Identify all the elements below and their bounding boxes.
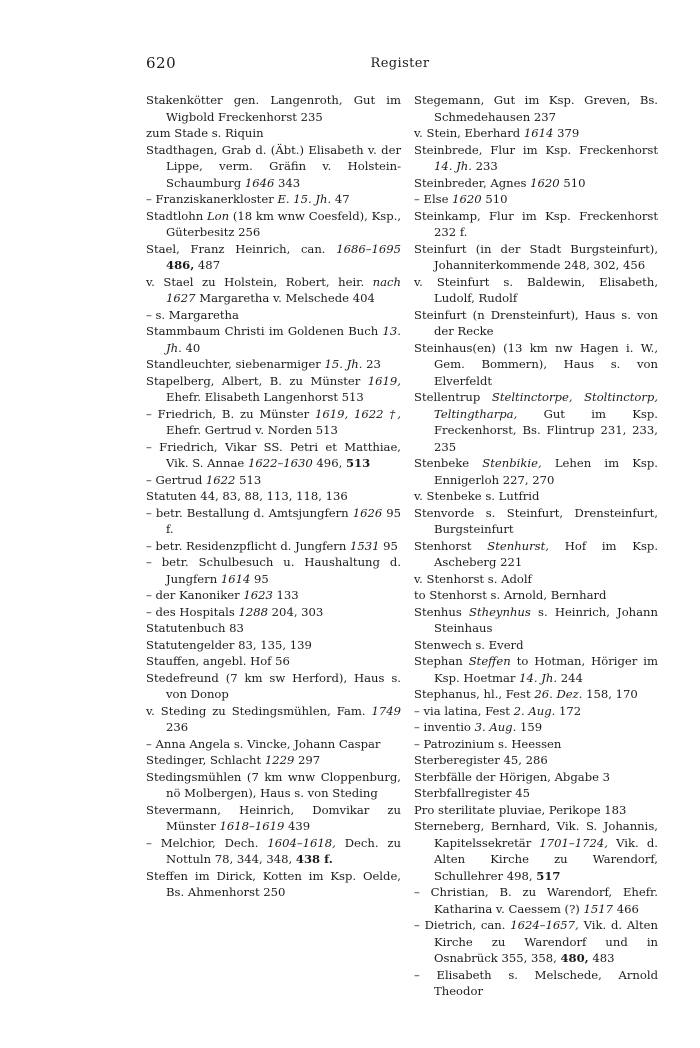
index-entry bbox=[146, 769, 401, 802]
index-entry-text: Stapelberg, Albert, B. zu Münster bbox=[146, 373, 368, 388]
index-column-right bbox=[414, 92, 658, 1000]
index-entry-text: Statutengelder 83, 135, 139 bbox=[146, 637, 312, 652]
index-entry-text: v. Steding zu Stedingsmühlen, Fam. bbox=[146, 703, 372, 718]
index-entry-text: Stenhorst bbox=[414, 538, 488, 553]
index-entry-text: Stadthagen, Grab d. (Äbt.) Elisabeth v. der Lippe, verm. Gräfin v. Holstein-Schaumburg bbox=[146, 142, 401, 190]
index-entry bbox=[414, 736, 658, 753]
index-entry-text: – des Hospitals bbox=[146, 604, 239, 619]
running-title: Register bbox=[370, 56, 430, 71]
index-entry-text: 343 bbox=[274, 175, 301, 190]
index-entry bbox=[146, 356, 401, 373]
index-entry-text: 40 bbox=[181, 340, 201, 355]
index-entry-text: Stedinger, Schlacht bbox=[146, 753, 265, 767]
index-entry-text: Steffen bbox=[468, 654, 511, 668]
index-entry-text: 1620 bbox=[530, 175, 560, 190]
index-entry-text: v. Stael zu Holstein, Robert, heir. bbox=[146, 274, 373, 289]
index-entry bbox=[414, 686, 658, 703]
index-entry-text: 1618–1619 bbox=[219, 819, 285, 833]
index-entry-text: Steinbreder, Agnes bbox=[414, 175, 531, 190]
index-entry bbox=[414, 604, 658, 637]
index-entry-text: 1622 bbox=[205, 472, 236, 487]
index-entry-text: 1623 bbox=[243, 588, 273, 602]
index-entry-text: Margaretha v. Melschede 404 bbox=[195, 291, 375, 305]
index-entry bbox=[414, 175, 658, 192]
index-entry bbox=[146, 670, 401, 703]
index-entry-text: 1531 bbox=[349, 538, 380, 553]
index-entry-text: 439 bbox=[284, 819, 311, 833]
index-entry-text: Statuten 44, 83, 88, 113, 118, 136 bbox=[146, 489, 348, 503]
index-entry bbox=[146, 752, 401, 769]
index-entry-text: 26. Dez. bbox=[534, 687, 583, 701]
index-entry-text: 513 bbox=[345, 456, 371, 470]
index-entry-text: E. 15. Jh. bbox=[277, 192, 332, 206]
index-entry-text: – Christian, B. zu Warendorf, Ehefr. Katharina v. Caessem (?) bbox=[414, 885, 658, 916]
index-entry-text: Stenhus bbox=[414, 604, 469, 619]
index-entry bbox=[146, 191, 401, 208]
index-entry-text: Steinbrede, Flur im Ksp. Freckenhorst bbox=[414, 142, 658, 157]
index-entry bbox=[146, 373, 401, 406]
index-entry bbox=[414, 571, 658, 588]
index-entry-text: Steinkamp, Flur im Ksp. Freckenhorst 232 f. bbox=[414, 208, 658, 239]
index-entry-text: 47 bbox=[331, 192, 350, 206]
index-entry-text: – inventio bbox=[414, 720, 475, 734]
index-entry bbox=[414, 455, 658, 488]
index-entry bbox=[146, 835, 401, 868]
index-entry-text: Stenhurst, bbox=[487, 538, 549, 553]
index-entry bbox=[146, 653, 401, 670]
index-entry-text: 510 bbox=[559, 175, 586, 190]
index-entry-text: 133 bbox=[272, 588, 299, 602]
index-entry-text: – der Kanoniker bbox=[146, 588, 244, 602]
index-entry-text: Steltinctorpe, Stoltinctorp, Teltingtharpa, bbox=[434, 390, 658, 421]
index-entry bbox=[414, 703, 658, 720]
index-entry-text: s. Heinrich, Johann Steinhaus bbox=[434, 604, 658, 635]
index-entry-text: 438 f. bbox=[295, 852, 333, 866]
index-entry bbox=[414, 307, 658, 340]
index-entry-text: 244 bbox=[557, 670, 583, 685]
index-entry bbox=[146, 488, 401, 505]
index-entry bbox=[414, 389, 658, 455]
index-entry bbox=[414, 653, 658, 686]
index-entry-text: Stael, Franz Heinrich, can. bbox=[146, 241, 337, 256]
index-entry bbox=[414, 274, 658, 307]
index-entry-text: 486, bbox=[166, 258, 195, 272]
index-entry-text: 1517 bbox=[583, 901, 614, 916]
index-entry-text: Pro sterilitate pluviae, Perikope 183 bbox=[414, 802, 627, 817]
index-entry bbox=[414, 719, 658, 736]
index-entry-text: 1701–1724, bbox=[539, 835, 608, 850]
index-entry-text: v. Stenhorst s. Adolf bbox=[414, 571, 532, 586]
index-entry bbox=[414, 752, 658, 769]
index-entry-text: 2. Aug. bbox=[513, 703, 556, 718]
index-entry-text: 13. Jh. bbox=[166, 324, 401, 355]
index-entry bbox=[146, 142, 401, 192]
index-entry-text: 1620 bbox=[452, 192, 482, 206]
index-entry-text: (18 km wnw Coesfeld), Ksp., Güterbesitz 256 bbox=[166, 208, 402, 239]
index-entry-text: – Else bbox=[414, 192, 453, 206]
index-entry bbox=[414, 587, 658, 604]
index-entry-text: 1646 bbox=[244, 175, 275, 190]
index-entry-text: Lon bbox=[206, 208, 230, 223]
index-entry-text: Gut im Ksp. Freckenhorst, Bs. Flintrup 231, 233, 235 bbox=[434, 406, 658, 454]
index-entry-text: Vik. d. Alten Kirche zu Warendorf und in Osnabrück 355, 358, bbox=[434, 918, 658, 965]
index-entry bbox=[146, 92, 401, 125]
index-entry-text: – via latina, Fest bbox=[414, 703, 514, 718]
index-entry bbox=[146, 323, 401, 356]
index-entry bbox=[146, 241, 401, 274]
index-entry bbox=[146, 505, 401, 538]
index-entry-text: 95 f. bbox=[166, 505, 401, 536]
index-entry-text: 204, 303 bbox=[268, 604, 324, 619]
index-entry-text: 236 bbox=[166, 720, 189, 734]
index-entry-text: – Elisabeth s. Melschede, Arnold Theodor bbox=[414, 967, 658, 998]
index-entry bbox=[414, 967, 658, 1000]
index-entry-text: Stephan bbox=[414, 654, 469, 668]
index-entry-text: 480, bbox=[560, 951, 589, 965]
index-entry-text: Stenbikie, bbox=[482, 456, 542, 470]
index-entry-text: Vik. d. Alten Kirche zu Warendorf, Schullehrer 498, bbox=[434, 835, 658, 883]
index-entry-text: 1614 bbox=[523, 126, 554, 140]
index-entry-text: 297 bbox=[294, 753, 321, 767]
index-entry-text: Stauffen, angebl. Hof 56 bbox=[146, 654, 290, 668]
index-entry-text: 487 bbox=[194, 258, 221, 272]
index-entry-text: Steffen im Dirick, Kotten im Ksp. Oelde, Bs. Ahmenhorst 250 bbox=[146, 868, 401, 899]
index-entry-text: 517 bbox=[536, 868, 561, 883]
index-entry-text: 95 bbox=[250, 571, 269, 586]
index-entry-text: 15. Jh. bbox=[324, 357, 363, 371]
index-entry-text: Stegemann, Gut im Ksp. Greven, Bs. Schmedehausen 237 bbox=[414, 93, 658, 124]
index-entry-text: 1686–1695 bbox=[336, 241, 401, 256]
index-entry bbox=[414, 818, 658, 884]
index-entry bbox=[414, 785, 658, 802]
index-entry-text: 1619, 1622 †, bbox=[315, 406, 401, 421]
index-entry-text: 1622–1630 bbox=[247, 456, 313, 470]
index-entry bbox=[414, 241, 658, 274]
index-entry-text: 1619, bbox=[367, 373, 401, 388]
index-entry-text: Stellentrup bbox=[414, 390, 492, 404]
index-entry-text: 483 bbox=[588, 951, 615, 965]
index-entry-text: – Anna Angela s. Vincke, Johann Caspar bbox=[146, 736, 381, 751]
index-entry bbox=[146, 439, 401, 472]
index-entry-text: – betr. Schulbesuch u. Haushaltung d. Jungfern bbox=[146, 555, 401, 586]
index-entry-text: 233 bbox=[471, 159, 498, 173]
index-entry-text: 1624–1657, bbox=[510, 918, 579, 932]
index-entry-text: Sterneberg, Bernhard, Vik. S. Johannis, Kapitelssekretär bbox=[414, 819, 658, 850]
index-entry-text: Ehefr. Gertrud v. Norden 513 bbox=[166, 423, 338, 437]
index-entry-text: Statutenbuch 83 bbox=[146, 621, 244, 635]
index-entry bbox=[414, 488, 658, 505]
index-entry bbox=[146, 274, 401, 307]
index-entry-text: Stadtlohn bbox=[146, 208, 207, 223]
index-entry-text: Stedingsmühlen (7 km wnw Cloppenburg, nö Molbergen), Haus s. von Steding bbox=[146, 769, 401, 800]
index-entry bbox=[414, 769, 658, 786]
index-entry-text: 14. Jh. bbox=[519, 670, 558, 685]
index-entry-text: v. Steinfurt s. Baldewin, Elisabeth, Ludolf, Rudolf bbox=[414, 274, 658, 305]
index-entry bbox=[414, 637, 658, 654]
index-entry-text: to Stenhorst s. Arnold, Bernhard bbox=[414, 588, 607, 602]
index-entry-text: 496, bbox=[312, 456, 346, 470]
index-entry-text: 172 bbox=[555, 703, 582, 718]
index-entry-text: nach 1627 bbox=[166, 274, 401, 305]
index-entry-text: 466 bbox=[613, 901, 639, 916]
index-entry-text: – Melchior, Dech. bbox=[146, 835, 268, 850]
index-entry bbox=[146, 736, 401, 753]
index-entry-text: – Gertrud bbox=[146, 472, 206, 487]
index-entry-text: v. Stenbeke s. Lutfrid bbox=[414, 489, 540, 503]
index-entry-text: Steinfurt (n Drensteinfurt), Haus s. von der Recke bbox=[414, 307, 658, 338]
index-entry-text: Stenwech s. Everd bbox=[414, 637, 524, 652]
index-entry-text: Ehefr. Elisabeth Langenhorst 513 bbox=[166, 390, 364, 404]
index-entry-text: v. Stein, Eberhard bbox=[414, 126, 524, 140]
index-entry-text: Sterbfälle der Hörigen, Abgabe 3 bbox=[414, 769, 611, 784]
index-entry-text: 1288 bbox=[238, 604, 268, 619]
index-entry-text: 14. Jh. bbox=[434, 159, 472, 173]
index-entry bbox=[146, 406, 401, 439]
index-entry-text: Stheynhus bbox=[469, 604, 531, 619]
index-entry bbox=[146, 472, 401, 489]
page-number: 620 bbox=[146, 54, 177, 72]
index-entry-text: Stenbeke bbox=[414, 456, 483, 470]
index-entry bbox=[146, 620, 401, 637]
index-entry bbox=[414, 191, 658, 208]
index-entry-text: – betr. Residenzpflicht d. Jungfern bbox=[146, 538, 350, 553]
index-entry-text: Stenvorde s. Steinfurt, Drensteinfurt, Burgsteinfurt bbox=[414, 505, 658, 536]
index-entry-text: 159 bbox=[516, 720, 543, 734]
index-entry-text: 379 bbox=[553, 126, 580, 140]
index-entry bbox=[414, 125, 658, 142]
index-entry bbox=[414, 208, 658, 241]
index-entry bbox=[414, 340, 658, 390]
index-column-left bbox=[146, 92, 401, 901]
index-entry-text: to Hotman, Höriger im Ksp. Hoetmar bbox=[434, 654, 658, 685]
index-entry-text: 1614 bbox=[220, 571, 251, 586]
index-entry bbox=[146, 802, 401, 835]
index-entry-text: Steinhaus(en) (13 km nw Hagen i. W., Gem. Bommern), Haus s. von Elverfeldt bbox=[414, 340, 658, 388]
index-entry bbox=[146, 538, 401, 555]
index-entry bbox=[146, 554, 401, 587]
index-entry-text: Stammbaum Christi im Goldenen Buch bbox=[146, 324, 383, 338]
index-entry-text: 23 bbox=[362, 357, 381, 371]
index-entry-text: 158, 170 bbox=[582, 687, 638, 701]
index-entry bbox=[146, 868, 401, 901]
index-entry bbox=[414, 92, 658, 125]
index-entry-text: – s. Margaretha bbox=[146, 307, 239, 322]
index-entry-text: – betr. Bestallung d. Amtsjungfern bbox=[146, 505, 353, 520]
index-entry-text: Sterbfallregister 45 bbox=[414, 786, 531, 800]
index-entry-text: Sterberegister 45, 286 bbox=[414, 753, 548, 767]
index-entry bbox=[414, 884, 658, 917]
index-entry bbox=[414, 505, 658, 538]
index-entry bbox=[414, 802, 658, 819]
index-entry-text: 95 bbox=[379, 538, 398, 553]
index-entry bbox=[146, 703, 401, 736]
index-entry-text: – Friedrich, B. zu Münster bbox=[146, 406, 316, 421]
index-entry-text: Stephanus, hl., Fest bbox=[414, 687, 535, 701]
index-entry-text: 510 bbox=[481, 192, 508, 206]
index-entry-text: Dech. zu Nottuln 78, 344, 348, bbox=[166, 835, 401, 866]
index-entry-text: – Patrozinium s. Heessen bbox=[414, 736, 562, 751]
index-entry bbox=[146, 125, 401, 142]
index-entry-text: 1626 bbox=[352, 505, 383, 520]
index-entry-text: Stakenkötter gen. Langenroth, Gut im Wigbold Freckenhorst 235 bbox=[146, 93, 401, 124]
index-entry-text: 513 bbox=[235, 472, 262, 487]
index-entry bbox=[146, 208, 401, 241]
index-entry bbox=[146, 587, 401, 604]
index-entry-text: – Friedrich, Vikar SS. Petri et Matthiae, Vik. S. Annae bbox=[146, 439, 401, 470]
index-entry-text: – Franziskanerkloster bbox=[146, 192, 278, 206]
page-header bbox=[146, 54, 654, 78]
index-entry-text: – Dietrich, can. bbox=[414, 918, 511, 932]
index-entry-text: 1229 bbox=[264, 753, 295, 767]
index-entry bbox=[146, 604, 401, 621]
index-entry bbox=[414, 538, 658, 571]
index-entry-text: 3. Aug. bbox=[474, 720, 517, 734]
index-entry bbox=[146, 307, 401, 324]
index-entry-text: 1604–1618, bbox=[267, 835, 336, 850]
index-entry-text: zum Stade s. Riquin bbox=[146, 126, 264, 140]
index-entry bbox=[414, 917, 658, 967]
index-entry-text: Hof im Ksp. Ascheberg 221 bbox=[434, 538, 659, 569]
index-entry bbox=[146, 637, 401, 654]
index-entry-text: Standleuchter, siebenarmiger bbox=[146, 357, 325, 371]
index-entry-text: Lehen im Ksp. Ennigerloh 227, 270 bbox=[434, 456, 658, 487]
index-entry bbox=[414, 142, 658, 175]
index-entry-text: Stevermann, Heinrich, Domvikar zu Münster bbox=[146, 802, 401, 833]
index-entry-text: Steinfurt (in der Stadt Burgsteinfurt), Johanniterkommende 248, 302, 456 bbox=[414, 241, 658, 272]
index-entry-text: 1749 bbox=[371, 703, 401, 718]
index-entry-text: Stedefreund (7 km sw Herford), Haus s. von Donop bbox=[146, 670, 401, 701]
